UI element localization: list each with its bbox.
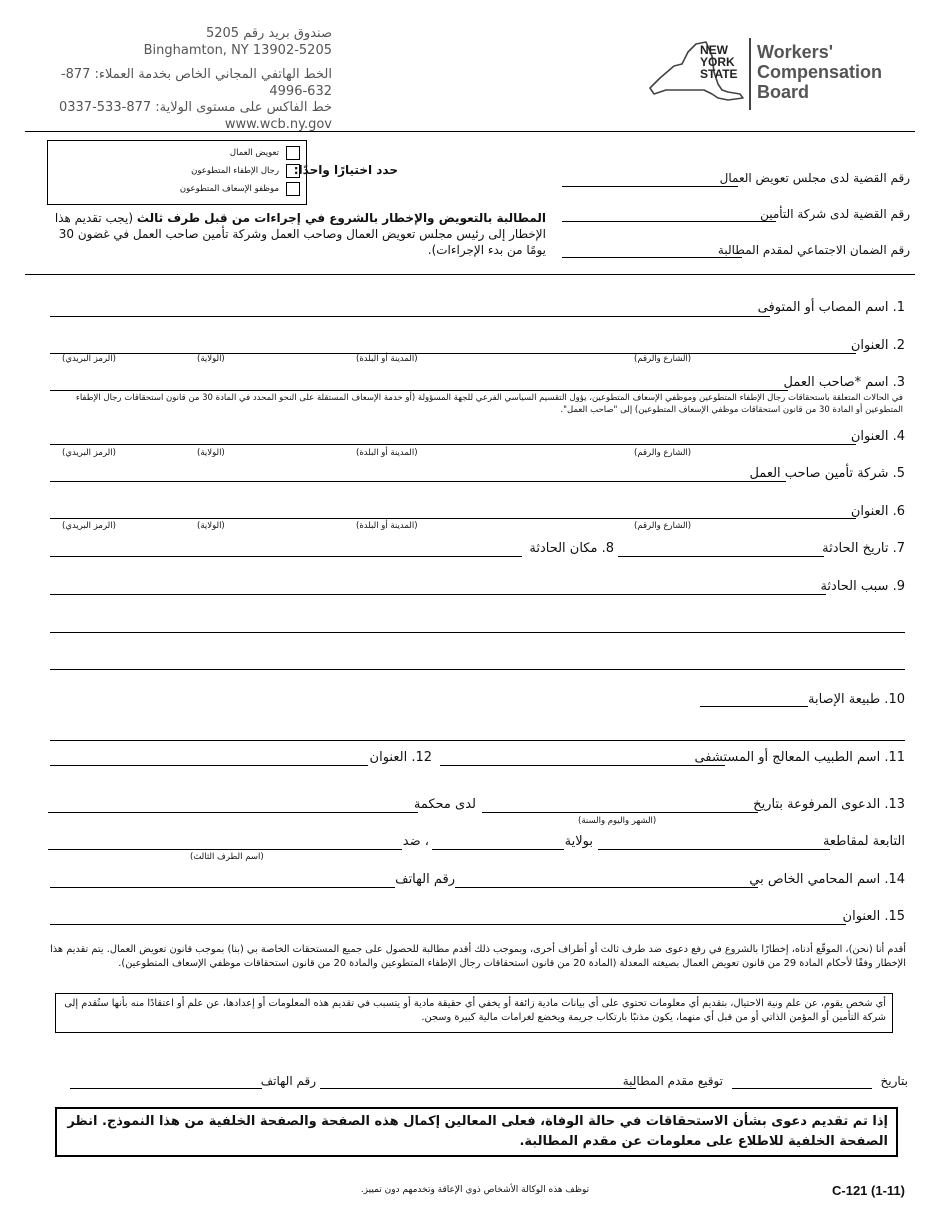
f4-state-hint: (الولاية) — [197, 448, 225, 458]
state-of-input[interactable] — [432, 849, 564, 850]
f14-label: 14. اسم المحامي الخاص بي — [749, 872, 905, 887]
logo-compensation: Compensation — [757, 62, 883, 82]
f9-input-line-2[interactable] — [50, 632, 905, 633]
f2-city-hint: (المدينة أو البلدة) — [356, 354, 418, 364]
f9-input[interactable] — [50, 594, 826, 595]
f3-note: في الحالات المتعلقة باستحقاقات رجال الإطفاء المتطوعين وموظفي الإسعاف المتطوعين، يؤول التقسيم السياسي الفرعي للجهة المسؤولة (أو خدمة الإسعاف المستقلة على النحو المحدد في المادة 30 من قانون استحقاقات رجال الإطفاء المتطوعين أو المادة 30 من قانون استحقاقات موظفي الإسعاف المتطوعين) إلى "صاحب العمل". — [75, 393, 903, 415]
county-input[interactable] — [598, 849, 830, 850]
f13-court-label: لدى محكمة — [413, 797, 476, 812]
f14-phone-input[interactable] — [50, 887, 395, 888]
f3-input[interactable] — [50, 390, 788, 391]
section-divider — [25, 274, 915, 275]
notice-text — [38, 210, 546, 258]
f6-zip-hint: (الرمز البريدي) — [62, 521, 116, 531]
f2-label: 2. العنوان — [850, 338, 905, 353]
against-label: ، ضد — [402, 834, 429, 849]
ssn-label: رقم الضمان الاجتماعي لمقدم المطالبة — [717, 243, 910, 257]
f1-label: 1. اسم المصاب أو المتوفى — [757, 300, 905, 315]
f9-input-line-3[interactable] — [50, 669, 905, 670]
logo-new: NEW — [700, 43, 728, 57]
f10-input[interactable] — [700, 706, 808, 707]
third-party-hint: (اسم الطرف الثالث) — [190, 852, 264, 862]
logo-york: YORK — [700, 55, 735, 69]
f7-input[interactable] — [618, 556, 824, 557]
f5-input[interactable] — [50, 481, 786, 482]
f4-street-hint: (الشارع والرقم) — [634, 448, 692, 458]
county-label: التابعة لمقاطعة — [822, 834, 905, 849]
f6-state-hint: (الولاية) — [197, 521, 225, 531]
f13-label: 13. الدعوى المرفوعة بتاريخ — [753, 797, 905, 812]
f2-street-hint: (الشارع والرقم) — [634, 354, 692, 364]
sig-phone-label: رقم الهاتف — [260, 1074, 316, 1088]
f3-label: 3. اسم *صاحب العمل — [783, 375, 905, 390]
declaration-text: أقدم أنا (نحن)، الموقّع أدناه، إخطارًا بالشروع في رفع دعوى ضد طرف ثالث أو أطراف أخرى، وبموجب ذلك أقدم مطالبة للحصول على جميع المستحقات الخاصة بي (بنا) بموجب قانون تعويض العمال. يتم تقديم هذا الإخطار وفقًا لأحكام المادة 29 من قانون تعويض العمال بصيغته المعدلة (المادة 20 من قانون استحقاقات رجال الإطفاء المتطوعين والمادة 20 من قانون استحقاقات موظفي الإسعاف المتطوعين). — [50, 944, 906, 969]
f4-city-hint: (المدينة أو البلدة) — [356, 448, 418, 458]
sig-date-input[interactable] — [732, 1088, 872, 1089]
f13-date-hint: (الشهر واليوم والسنة) — [578, 816, 657, 826]
state-of-label: بولاية — [564, 834, 593, 849]
sig-date-label: بتاريخ — [880, 1074, 908, 1088]
f11-label: 11. اسم الطبيب المعالج أو المستشفى — [694, 750, 905, 765]
carrier-case-input[interactable] — [562, 221, 776, 222]
f12-label: 12. العنوان — [369, 750, 432, 765]
selection-prompt: حدد اختيارًا واحدًا: — [293, 163, 398, 177]
f11-input[interactable] — [440, 765, 725, 766]
form-id: C-121 (1-11) — [832, 1183, 905, 1198]
wcb-case-input[interactable] — [562, 186, 738, 187]
header-divider — [25, 131, 915, 132]
f7-label: 7. تاريخ الحادثة — [822, 541, 905, 556]
against-input[interactable] — [48, 849, 402, 850]
website-link[interactable]: www.wcb.ny.gov — [224, 116, 332, 132]
notice-body: (يجب تقديم هذا الإخطار إلى رئيس مجلس تعويض العمال وصاحب العمل وشركة تأمين صاحب العمل في غضون 30 يومًا من بدء الإجراءات). — [54, 211, 546, 257]
f10-label: 10. طبيعة الإصابة — [808, 692, 905, 707]
f4-input[interactable] — [50, 444, 856, 445]
f10-input-line-2[interactable] — [50, 740, 905, 741]
f2-zip-hint: (الرمز البريدي) — [62, 354, 116, 364]
logo-board: Board — [757, 82, 810, 102]
hotline: الخط الهاتفي المجاني الخاص بخدمة العملاء: 877-632-4996 — [60, 67, 332, 99]
f2-input[interactable] — [50, 353, 856, 354]
agency-contact — [40, 26, 332, 133]
wcb-logo — [646, 36, 896, 116]
f15-label: 15. العنوان — [842, 909, 905, 924]
death-notice-box: إذا تم تقديم دعوى بشأن الاستحقاقات في حالة الوفاة، فعلى المعالين إكمال هذه الصفحة والصفحة الخلفية من هذا النموذج. انظر الصفحة الخلفية للاطلاع على معلومات عن مقدم المطالبة. — [55, 1107, 898, 1157]
option-volunteer-ambulance: موظفو الإسعاف المتطوعون — [179, 184, 279, 194]
option-volunteer-firefighters: رجال الإطفاء المتطوعون — [191, 166, 279, 176]
f8-label: 8. مكان الحادثة — [529, 541, 614, 556]
fax: خط الفاكس على مستوى الولاية: 877-533-0337 — [58, 100, 332, 115]
f13-date-input[interactable] — [482, 812, 758, 813]
f4-zip-hint: (الرمز البريدي) — [62, 448, 116, 458]
claimant-sig-input[interactable] — [320, 1088, 636, 1089]
f2-state-hint: (الولاية) — [197, 354, 225, 364]
f5-label: 5. شركة تأمين صاحب العمل — [749, 466, 905, 481]
f6-city-hint: (المدينة أو البلدة) — [356, 521, 418, 531]
f8-input[interactable] — [50, 556, 522, 557]
f1-input[interactable] — [50, 316, 770, 317]
f6-input[interactable] — [50, 518, 856, 519]
carrier-case-label: رقم القضية لدى شركة التأمين — [760, 207, 910, 221]
wcb-case-label: رقم القضية لدى مجلس تعويض العمال — [719, 171, 910, 185]
f9-label: 9. سبب الحادثة — [820, 579, 905, 594]
f12-input[interactable] — [50, 765, 368, 766]
workers-comp-checkbox[interactable] — [286, 146, 300, 160]
option-workers-comp: تعويض العمال — [229, 148, 279, 158]
notice-title: المطالبة بالتعويض والإخطار بالشروع في إجراءات من قبل طرف ثالث — [136, 211, 546, 225]
ssn-input[interactable] — [562, 257, 742, 258]
f13-court-input[interactable] — [48, 812, 418, 813]
f4-label: 4. العنوان — [850, 429, 905, 444]
f6-label: 6. العنوان — [850, 504, 905, 519]
logo-state: STATE — [700, 67, 738, 81]
f14-phone-label: رقم الهاتف — [395, 872, 455, 887]
po-box: صندوق بريد رقم 5205 — [205, 26, 332, 41]
f15-input[interactable] — [50, 924, 846, 925]
logo-workers: Workers' — [757, 42, 833, 62]
sig-phone-input[interactable] — [70, 1088, 262, 1089]
fraud-warning-box: أي شخص يقوم، عن علم ونية الاحتيال، بتقديم أي معلومات تحتوي على أي بيانات مادية زائفة أو يخفي أي حقيقة مادية أو يتسبب في تقديم هذه المعلومات أو إعدادها، عن علم أو اعتقادًا منه بأنها ستُقدم إلى شركة التأمين أو المؤمن الذاتي أو من قبل أي منهما، يكون مذنبًا بارتكاب جريمة ويخضع لغرامات مالية كبيرة وسجن. — [55, 993, 893, 1033]
claimant-sig-label: توقيع مقدم المطالبة — [622, 1074, 723, 1088]
f6-street-hint: (الشارع والرقم) — [634, 521, 692, 531]
volunteer-ambulance-checkbox[interactable] — [286, 182, 300, 196]
f14-input[interactable] — [455, 887, 758, 888]
equal-opportunity-statement: توظف هذه الوكالة الأشخاص ذوي الإعاقة وتخدمهم دون تمييز. — [360, 1185, 590, 1195]
city-address: Binghamton, NY 13902-5205 — [143, 42, 332, 58]
